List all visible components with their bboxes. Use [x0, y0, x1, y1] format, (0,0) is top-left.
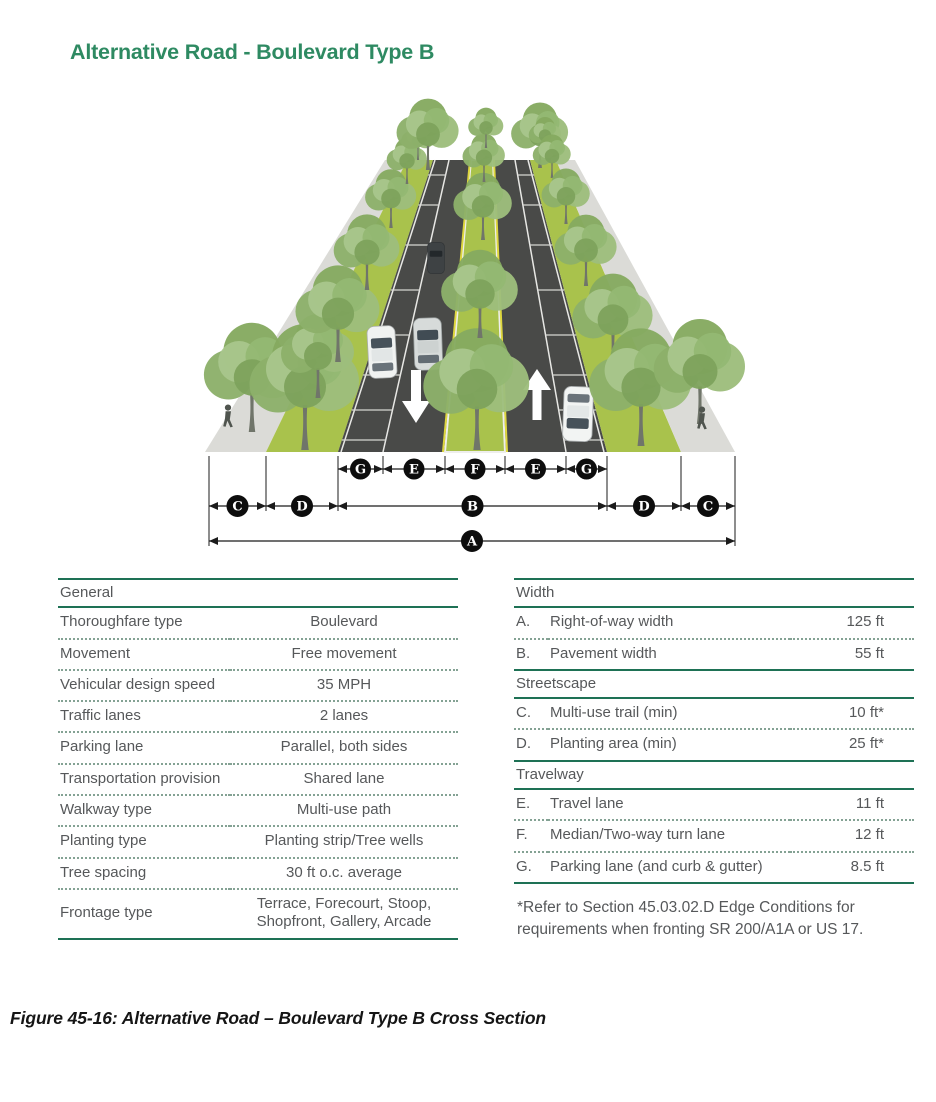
car-distant: [428, 242, 445, 273]
dim-label-c-left: C: [232, 499, 243, 515]
dimension-labels: [227, 459, 720, 553]
table-row: Thoroughfare type Boulevard: [58, 607, 458, 638]
illustration: [204, 99, 745, 452]
dim-label-d-left: D: [296, 499, 308, 515]
width-section-header: Width: [514, 579, 914, 607]
table-row: D. Planting area (min) 25 ft*: [514, 729, 914, 760]
dim-label-g-right: G: [580, 462, 593, 478]
streetscape-section-header: Streetscape: [514, 670, 914, 698]
dim-label-g-left: G: [354, 462, 367, 478]
dim-label-e-right: E: [530, 462, 541, 478]
travelway-section-header: Travelway: [514, 761, 914, 789]
dim-label-a: A: [466, 534, 478, 550]
table-row: G. Parking lane (and curb & gutter) 8.5 ft: [514, 852, 914, 883]
street-trees: [204, 99, 745, 450]
table-row: F. Median/Two-way turn lane 12 ft: [514, 820, 914, 851]
table-row: C. Multi-use trail (min) 10 ft*: [514, 698, 914, 729]
table-row: Tree spacing 30 ft o.c. average: [58, 858, 458, 889]
page-title: Alternative Road - Boulevard Type B: [70, 40, 435, 64]
dim-label-e-left: E: [409, 462, 419, 478]
general-table: [58, 578, 458, 940]
table-row: Parking lane Parallel, both sides: [58, 732, 458, 763]
table-row: A. Right-of-way width 125 ft: [514, 607, 914, 638]
dim-label-b: B: [467, 499, 478, 515]
dim-label-c-right: C: [702, 499, 714, 515]
table-row: Planting type Planting strip/Tree wells: [58, 826, 458, 857]
table-row: Vehicular design speed 35 MPH: [58, 670, 458, 701]
dim-label-f: F: [470, 462, 480, 478]
table-row: Transportation provision Shared lane: [58, 764, 458, 795]
footnote: *Refer to Section 45.03.02.D Edge Conditions for requirements when fronting SR 200/A1A or US 17.: [517, 899, 864, 938]
width-table: [514, 578, 914, 884]
car-parked-right: [562, 386, 593, 442]
table-row: E. Travel lane 11 ft: [514, 789, 914, 820]
table-row: B. Pavement width 55 ft: [514, 639, 914, 670]
table-row: Frontage type Terrace, Forecourt, Stoop, Shopfront, Gallery, Arcade: [58, 889, 458, 939]
car-parked-left: [367, 325, 398, 378]
figure-caption: Figure 45-16: Alternative Road – Boulevard Type B Cross Section: [10, 1008, 547, 1028]
table-row: Traffic lanes 2 lanes: [58, 701, 458, 732]
table-row: Walkway type Multi-use path: [58, 795, 458, 826]
general-table-header: General: [58, 579, 458, 607]
dimension-annotations: [209, 456, 735, 552]
table-row: Movement Free movement: [58, 639, 458, 670]
dim-label-d-right: D: [638, 499, 650, 515]
